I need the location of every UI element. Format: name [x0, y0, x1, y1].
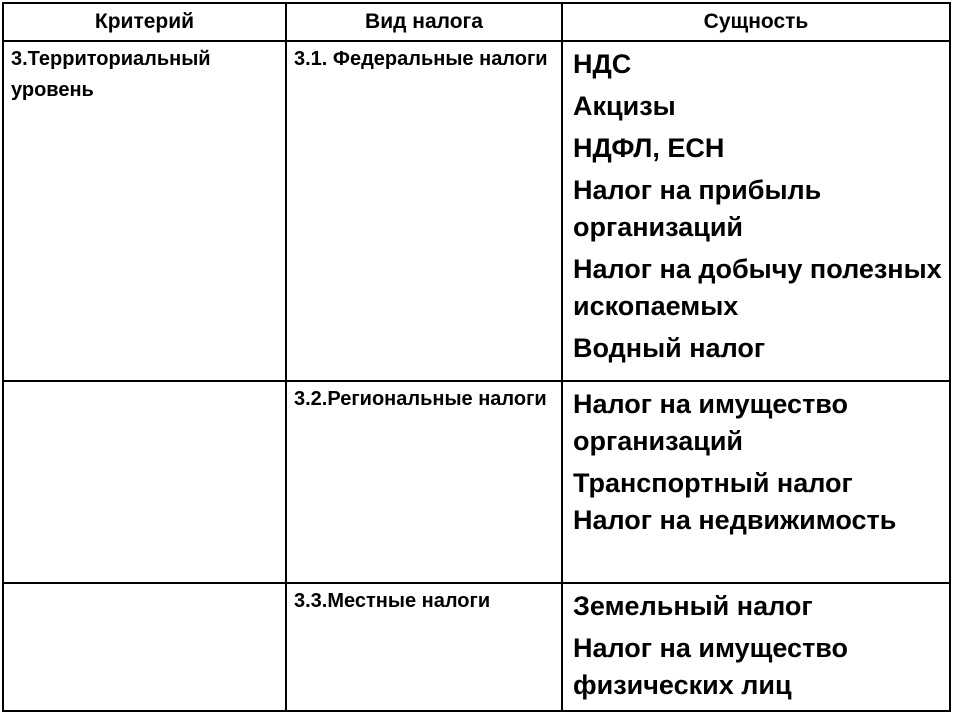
header-row — [3, 3, 950, 41]
essence-item: Водный налог — [573, 333, 766, 363]
essence-item: Налог на добычу полезных ископаемых — [573, 254, 942, 321]
essence-item: Налог на имущество физических лиц — [573, 633, 849, 700]
essence-item: Транспортный налог — [573, 468, 853, 498]
tax-type-cell-local: 3.3.Местные налоги — [286, 583, 562, 711]
header-tax-type: Вид налога — [286, 3, 562, 41]
criterion-cell — [3, 381, 286, 583]
essence-item: НДС — [573, 49, 632, 79]
tax-type-cell-federal: 3.1. Федеральные налоги — [286, 41, 562, 381]
essence-cell-federal — [562, 41, 950, 381]
essence-item: НДФЛ, ЕСН — [573, 133, 725, 163]
essence-item: Налог на недвижимость — [573, 505, 897, 535]
table-row-regional — [3, 381, 950, 583]
essence-item: Налог на прибыль организаций — [573, 175, 822, 242]
essence-item: Земельный налог — [573, 591, 813, 621]
criterion-cell: 3.Территориальный уровень — [3, 41, 286, 381]
table-row-federal — [3, 41, 950, 381]
tax-type-cell-regional: 3.2.Региональные налоги — [286, 381, 562, 583]
tax-classification-table — [2, 2, 951, 712]
table-row-local — [3, 583, 950, 711]
essence-cell-regional — [562, 381, 950, 583]
essence-cell-local — [562, 583, 950, 711]
header-criterion: Критерий — [3, 3, 286, 41]
essence-item: Налог на имущество организаций — [573, 389, 849, 456]
header-essence: Сущность — [562, 3, 950, 41]
criterion-cell — [3, 583, 286, 711]
essence-item: Акцизы — [573, 91, 676, 121]
